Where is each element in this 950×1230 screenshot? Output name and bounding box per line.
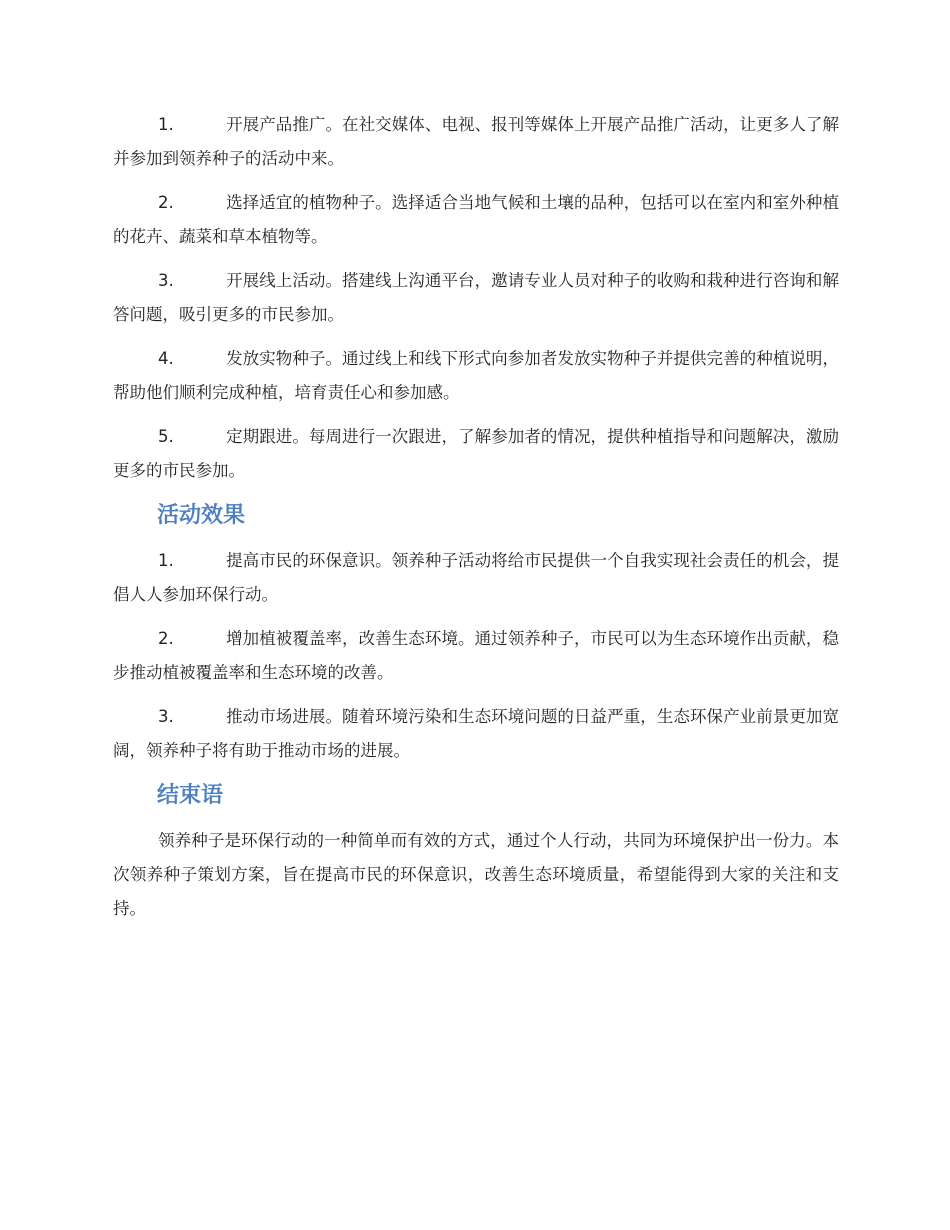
list-item-text: 推动市场进展。随着环境污染和生态环境问题的日益严重，生态环保产业前景更加宽阔，领养种子将有助于推动市场的进展。: [113, 707, 839, 760]
list-item: [113, 700, 839, 768]
list-item-number: 3.: [158, 271, 174, 290]
list-item-text: 开展产品推广。在社交媒体、电视、报刊等媒体上开展产品推广活动，让更多人了解并参加到领养种子的活动中来。: [113, 115, 839, 168]
document-content: [113, 108, 839, 926]
section-heading-conclusion: 结束语: [157, 783, 224, 808]
list-item: [113, 420, 839, 488]
list-item: [113, 342, 839, 410]
section-heading-effects: 活动效果: [157, 503, 246, 528]
list-item-text: 选择适宜的植物种子。选择适合当地气候和土壤的品种，包括可以在室内和室外种植的花卉、蔬菜和草本植物等。: [113, 193, 839, 246]
effects-list: [113, 544, 839, 768]
list-item-number: 2.: [158, 629, 174, 648]
list-item: [113, 264, 839, 332]
list-item-text: 发放实物种子。通过线上和线下形式向参加者发放实物种子并提供完善的种植说明，帮助他们顺利完成种植，培育责任心和参加感。: [113, 349, 839, 402]
list-item-text: 开展线上活动。搭建线上沟通平台，邀请专业人员对种子的收购和栽种进行咨询和解答问题，吸引更多的市民参加。: [113, 271, 839, 324]
conclusion-paragraph: 领养种子是环保行动的一种简单而有效的方式，通过个人行动，共同为环境保护出一份力。本次领养种子策划方案，旨在提高市民的环保意识，改善生态环境质量，希望能得到大家的关注和支持。: [113, 831, 839, 918]
list-item-text: 定期跟进。每周进行一次跟进，了解参加者的情况，提供种植指导和问题解决，激励更多的市民参加。: [113, 427, 839, 480]
list-item-text: 增加植被覆盖率，改善生态环境。通过领养种子，市民可以为生态环境作出贡献，稳步推动植被覆盖率和生态环境的改善。: [113, 629, 839, 682]
list-item-number: 1.: [158, 115, 174, 134]
list-item-number: 4.: [158, 349, 174, 368]
list-item: [113, 186, 839, 254]
list-item-number: 3.: [158, 707, 174, 726]
list-item-number: 1.: [158, 551, 174, 570]
list-item-text: 提高市民的环保意识。领养种子活动将给市民提供一个自我实现社会责任的机会，提倡人人参加环保行动。: [113, 551, 839, 604]
list-item-number: 5.: [158, 427, 174, 446]
steps-list: [113, 108, 839, 488]
list-item: [113, 108, 839, 176]
list-item: [113, 622, 839, 690]
list-item: [113, 544, 839, 612]
list-item-number: 2.: [158, 193, 174, 212]
